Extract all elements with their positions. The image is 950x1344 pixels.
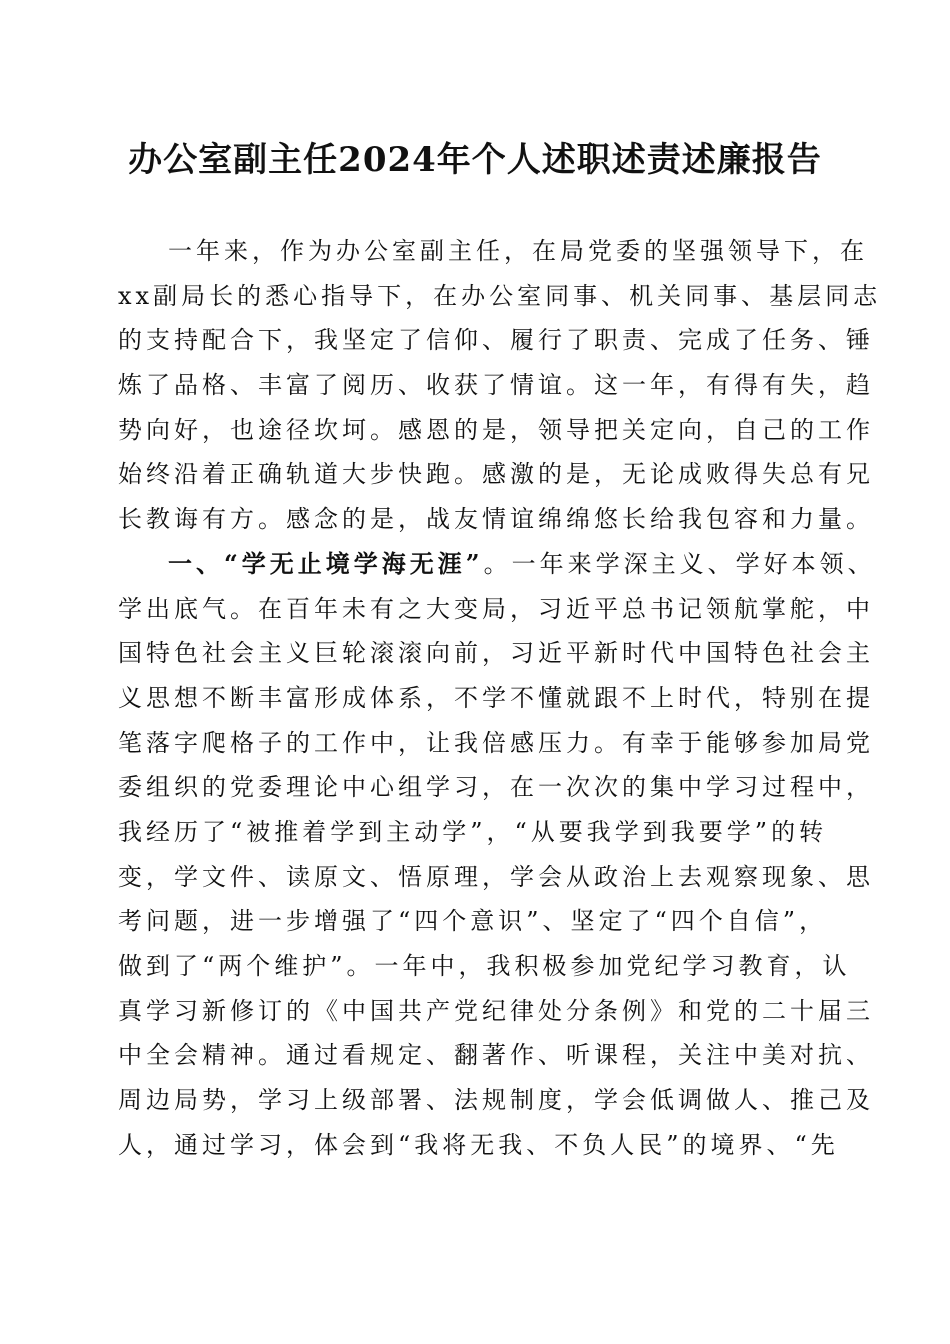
paragraph-line: 笔落字爬格子的工作中，让我倍感压力。有幸于能够参加局党 [118, 728, 874, 757]
paragraph-line: 周边局势，学习上级部署、法规制度，学会低调做人、推己及 [118, 1086, 874, 1115]
paragraph-line: 学出底气。在百年未有之大变局，习近平总书记领航掌舵，中 [118, 594, 874, 623]
paragraph-line: 真学习新修订的《中国共产党纪律处分条例》和党的二十届三 [118, 996, 874, 1025]
document-title: 办公室副主任2024年个人述职述责述廉报告 [128, 140, 822, 180]
paragraph-line: xx副局长的悉心指导下，在办公室同事、机关同事、基层同志 [118, 281, 882, 310]
paragraph-line: 中全会精神。通过看规定、翻著作、听课程，关注中美对抗、 [118, 1041, 874, 1070]
section-first-line-text: 。一年来学深主义、学好本领、 [483, 549, 876, 578]
document-body [118, 229, 882, 1167]
paragraph-line: 委组织的党委理论中心组学习，在一次次的集中学习过程中， [118, 773, 874, 802]
section-heading: 一、“学无止境学海无涯” [168, 548, 484, 578]
paragraph-line: 考问题，进一步增强了“四个意识”、坚定了“四个自信”， [118, 907, 828, 936]
paragraph-line: 义思想不断丰富形成体系，不学不懂就跟不上时代，特别在提 [118, 683, 874, 712]
paragraph-line: 变，学文件、读原文、悟原理，学会从政治上去观察现象、思 [118, 862, 874, 891]
paragraph-line: 炼了品格、丰富了阅历、收获了情谊。这一年，有得有失，趋 [118, 371, 874, 400]
paragraph-line: 的支持配合下，我坚定了信仰、履行了职责、完成了任务、锤 [118, 326, 874, 355]
paragraph-line: 一年来，作为办公室副主任，在局党委的坚强领导下，在 [168, 237, 868, 265]
paragraph-line: 长教诲有方。感念的是，战友情谊绵绵悠长给我包容和力量。 [118, 505, 874, 534]
paragraph-line: 我经历了“被推着学到主动学”，“从要我学到我要学”的转 [118, 817, 828, 846]
paragraph-line: 人，通过学习，体会到“我将无我、不负人民”的境界、“先 [118, 1130, 839, 1159]
section-first-line [118, 542, 876, 587]
paragraph-line: 势向好，也途径坎坷。感恩的是，领导把关定向，自己的工作 [118, 415, 874, 444]
paragraph-line: 始终沿着正确轨道大步快跑。感激的是，无论成败得失总有兄 [118, 460, 874, 489]
paragraph-line: 国特色社会主义巨轮滚滚向前，习近平新时代中国特色社会主 [118, 639, 874, 668]
paragraph-line: 做到了“两个维护”。一年中，我积极参加党纪学习教育，认 [118, 952, 851, 980]
